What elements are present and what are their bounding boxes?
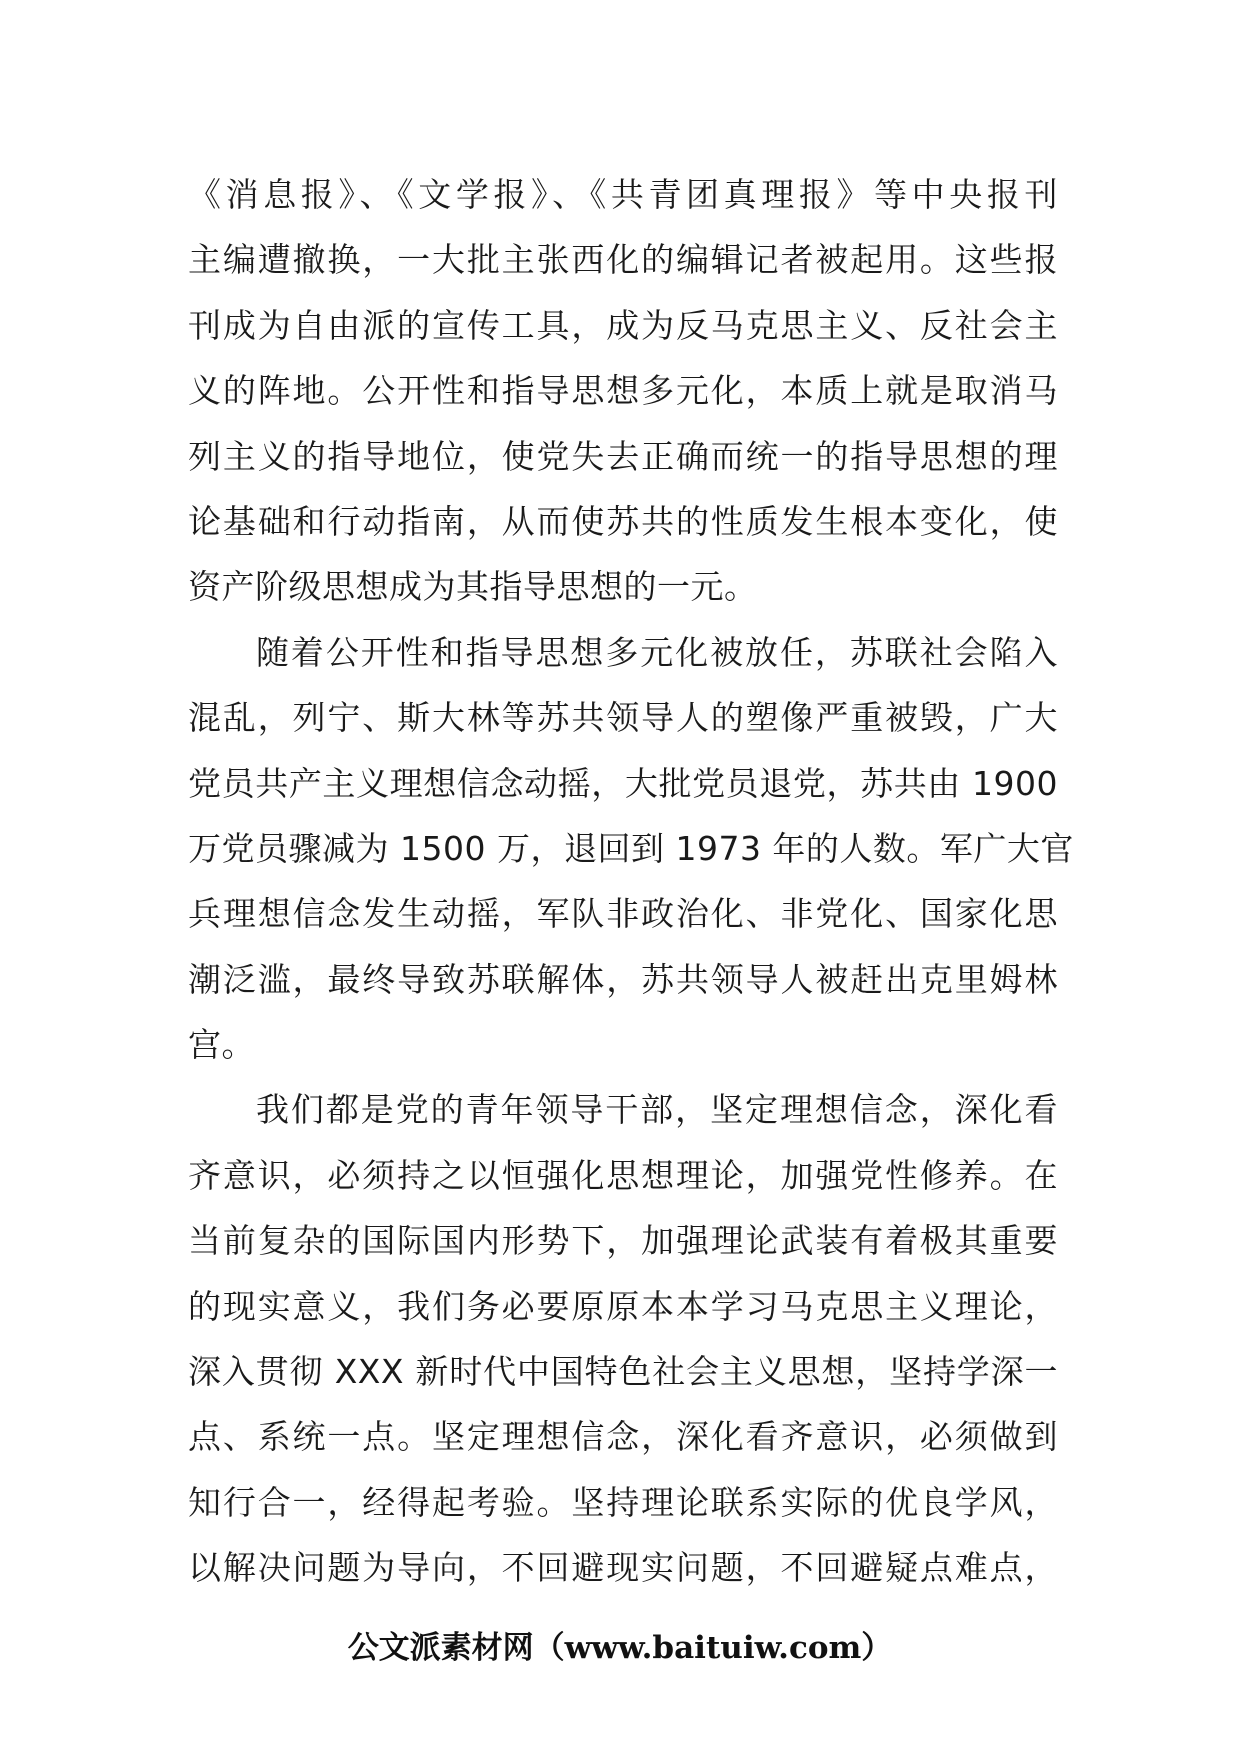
text-line: 随着公开性和指导思想多元化被放任，苏联社会陷入 (256, 632, 1058, 672)
text-line: 万党员骤减为 1500 万，退回到 1973 年的人数。军广大官 (188, 828, 1074, 868)
text-line: 刊成为自由派的宣传工具，成为反马克思主义、反社会主 (188, 305, 1058, 345)
body-text (188, 162, 1074, 1601)
paragraph-2 (188, 620, 1074, 1078)
text-line: 宫。 (188, 1025, 255, 1065)
text-line: 混乱，列宁、斯大林等苏共领导人的塑像严重被毁，广大 (188, 698, 1058, 738)
text-line: 兵理想信念发生动摇，军队非政治化、非党化、国家化思 (188, 894, 1058, 934)
text-line: 潮泛滥，最终导致苏联解体，苏共领导人被赶出克里姆林 (188, 959, 1058, 999)
text-line: 党员共产主义理想信念动摇，大批党员退党，苏共由 1900 (188, 763, 1058, 803)
text-line: 我们都是党的青年领导干部，坚定理想信念，深化看 (256, 1090, 1058, 1130)
text-line: 列主义的指导地位，使党失去正确而统一的指导思想的理 (188, 436, 1058, 476)
text-line: 资产阶级思想成为其指导思想的一元。 (188, 567, 758, 607)
text-line: 点、系统一点。坚定理想信念，深化看齐意识，必须做到 (188, 1417, 1058, 1457)
text-line: 知行合一，经得起考验。坚持理论联系实际的优良学风， (188, 1482, 1058, 1522)
footer-source: 公文派素材网（www.baituiw.com） (347, 1630, 893, 1666)
text-line: 齐意识，必须持之以恒强化思想理论，加强党性修养。在 (188, 1155, 1058, 1195)
text-line: 以解决问题为导向，不回避现实问题，不回避疑点难点， (188, 1548, 1058, 1588)
text-line: 当前复杂的国际国内形势下，加强理论武装有着极其重要 (188, 1221, 1058, 1261)
text-line: 的现实意义，我们务必要原原本本学习马克思主义理论， (188, 1286, 1058, 1326)
text-line: 深入贯彻 XXX 新时代中国特色社会主义思想，坚持学深一 (188, 1352, 1058, 1392)
text-line: 主编遭撤换，一大批主张西化的编辑记者被起用。这些报 (188, 240, 1058, 280)
paragraph-1 (188, 162, 1058, 620)
text-line: 义的阵地。公开性和指导思想多元化，本质上就是取消马 (188, 371, 1058, 411)
text-line: 论基础和行动指南，从而使苏共的性质发生根本变化，使 (188, 501, 1058, 541)
paragraph-3 (188, 1077, 1058, 1600)
text-line: 《消息报》、《文学报》、《共青团真理报》等中央报刊 (188, 175, 1058, 214)
